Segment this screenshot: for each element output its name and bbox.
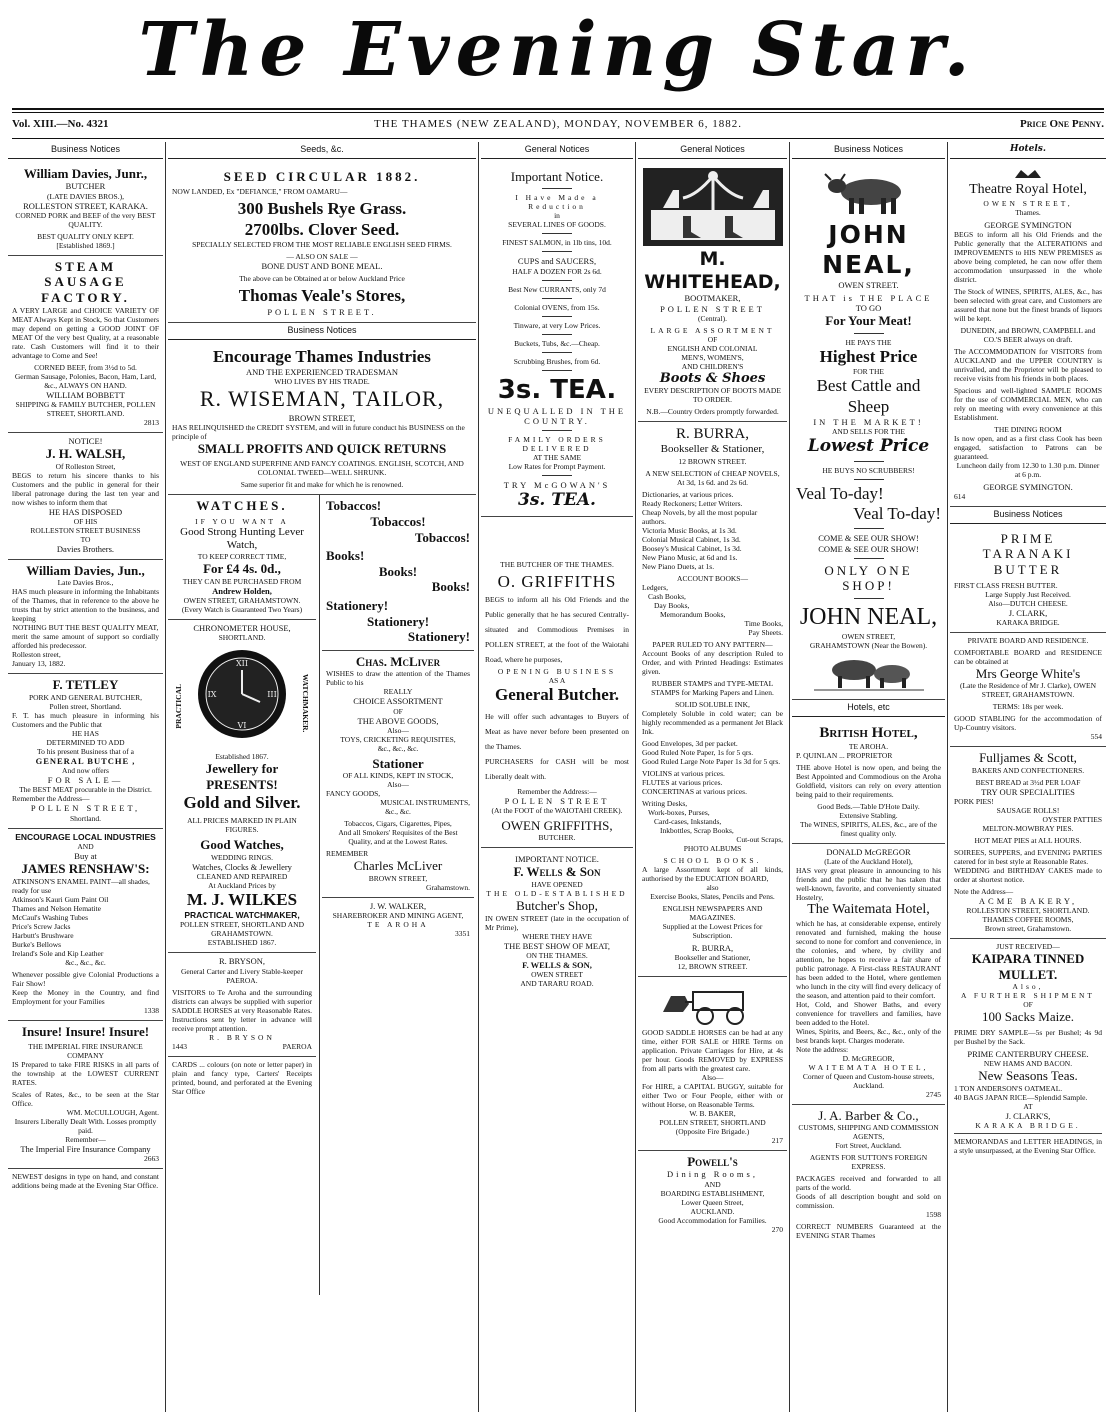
column-6: [950, 142, 1106, 1412]
section-header: Hotels, etc: [792, 700, 945, 717]
section-header: Business Notices: [792, 142, 945, 159]
carriage-icon: [653, 982, 773, 1026]
ad-cards: CARDS ... colours (on note or letter paper) in plain and fancy type, Carters' Receipts printed, bound, and perforated at the Evening Star Office: [172, 1059, 312, 1096]
ad-bryson-livery: R. BRYSON, General Carter and Livery Stable-keeper PAEROA. VISITORS to Te Aroha and the surrounding districts can always be supplied with superior SADDLE HORSES at very Reasonable Rates. Instructions sent by letter in advance will receive prompt attention. R. BRYSON 1443 PAEROA: [168, 953, 316, 1056]
ad-mcliver: Tobaccos! Tobaccos! Tobaccos! Books! Books! Books! Stationery! Stationery! Stationery!: [322, 495, 474, 650]
ad-holden-watches: WATCHES. IF YOU WANT A Good Strong Hunting Lever Watch, TO KEEP CORRECT TIME, For £4 4s. 0d., THEY CAN BE PURCHASED FROM Andrew Holden, OWEN STREET, GRAHAMSTOWN. (Every Watch is Guaranteed Two Years): [168, 495, 316, 620]
section-header: General Notices: [481, 142, 633, 159]
svg-text:III: III: [267, 690, 277, 700]
section-header: Seeds, &c.: [168, 142, 476, 159]
ox-illustration-icon: [819, 168, 919, 218]
column-divider: [635, 142, 636, 1412]
ad-davies-butcher: William Davies, Junr., BUTCHER (LATE DAVIES BROS.), ROLLESTON STREET, KARAKA. CORNED PORK and BEEF of the very BEST QUALITY. BEST QUALITY ONLY KEPT. [Established 1869.]: [8, 163, 163, 256]
column-2: [168, 142, 476, 1412]
ad-theatre-royal-hotel: Theatre Royal Hotel, OWEN STREET, Thames. GEORGE SYMINGTON BEGS to inform all his Old Friends and the Public generally that the ALTERATIONS and IMPROVEMENTS to HIS NEW PREMISES as above being completed, he can now offer them accommodation unsurpassed in the whole district. The Stock of WINES, SPIRITS, ALES, &c., has been selected with great care, and Customers are assured that none but the finest brands of liquors will be kept. DUNEDIN, and BROWN, CAMPBELL and CO.'S BEER always on draft. The ACCOMMODATION for VISITORS from AUCKLAND and the UPPER COUNTRY is unrivalled, and the Proprietor will be pleased to receive visits from his friends in both places. Spacious and well-lighted SAMPLE ROOMS for the use of COMMERCIAL MEN, who can rely on meeting with every convenience at this Establishment. THE DINING ROOM Is now open, and as a first class Cook has been engaged, satisfaction to Patrons can be guaranteed. Luncheon daily from 12.30 to 1.30 p.m. Dinner at 6 p.m. GEORGE SYMINGTON. 614: [950, 163, 1106, 507]
svg-text:XII: XII: [235, 659, 249, 669]
ad-wiseman-tailor: Encourage Thames Industries AND THE EXPERIENCED TRADESMAN WHO LIVES BY HIS TRADE. R. WISEMAN, TAILOR, BROWN STREET, HAS RELINQUISHED the CREDIT SYSTEM, and will in future conduct his BUSINESS on the principle of SMALL PROFITS AND QUICK RETURNS WEST OF ENGLAND SUPERFINE AND FANCY COATINGS. ENGLISH, SCOTCH, AND COLONIAL TWEED—WELL SHRUNK. Same superior fit and make for which he is renowned.: [168, 344, 476, 496]
clock-icon: [194, 644, 290, 744]
ad-powells-dining: Powell's Dining Rooms, AND BOARDING ESTABLISHMENT, Lower Queen Street, AUCKLAND. Good Accommodation for Families. 270: [658, 1153, 783, 1234]
ad-wells-butcher: IMPORTANT NOTICE. F. Wells & Son HAVE OPENED THE OLD-ESTABLISHED Butcher's Shop, IN OWEN STREET (late in the occupation of Mr Prime), WHERE THEY HAVE THE BEST SHOW OF MEAT, ON THE THAMES. F. WELLS & SON, OWEN STREET AND TARARU ROAD.: [485, 854, 629, 989]
column-divider: [319, 495, 320, 1295]
ad-mcgowan-tea: Important Notice. I Have Made a Reduction in SEVERAL LINES OF GOODS. FINEST SALMON, in 1lb tins, 10d. CUPS and SAUCERS, HALF A DOZEN FOR 2s 6d. Best New CURRANTS, only 7d Colonial OVENS, from 15s. Tinware, at very Low Prices. Buckets, Tubs, &c.—Cheap. Scrubbing Brushes, from 6d. 3s. TEA. UNEQUALLED IN THE COUNTRY. FAMILY ORDERS DELIVERED AT THE SAME Low Rates for Prompt Payment. TRY McGOWAN'S 3s. TEA.: [481, 163, 633, 517]
ad-tetley-butcher: F. TETLEY PORK AND GENERAL BUTCHER, Pollen street, Shortland. F. T. has much pleasure in informing his Customers and the Public that HE HAS DETERMINED TO ADD To his present Business that of a GENERAL BUTCHE , And now offers FOR SALE— The BEST MEAT procurable in the District. Remember the Address— POLLEN STREET, Shortland.: [8, 674, 163, 828]
ad-newest-designs: NEWEST designs in type on hand, and constant additions being made at the Evening Star Office.: [12, 1172, 159, 1191]
column-4: [638, 142, 787, 1412]
ad-renshaw: ENCOURAGE LOCAL INDUSTRIES AND Buy at JAMES RENSHAW'S: ATKINSON'S ENAMEL PAINT—all shades, ready for use Atkinson's Kauri Gum Paint Oil Thames and Nelson Hematite McCaul's Washing Tubes Price's Screw Jacks Harbutt's Brushware Burke's Bellows Ireland's Sole and Kip Leather &c., &c., &c. Whenever possible give Colonial Productions a Fair Show! Keep the Money in the Country, and find Employment for your Families 1338: [8, 829, 163, 1021]
section-header: Business Notices: [168, 323, 476, 340]
crest-icon: [1013, 168, 1043, 180]
masthead-title: The Evening Star.: [138, 7, 976, 93]
ad-walker-sharebroker: J. W. WALKER, SHAREBROKER AND MINING AGENT, TE AROHA 3351: [332, 900, 470, 939]
ad-fulljames-scott: Fulljames & Scott, BAKERS AND CONFECTIONERS. BEST BREAD at 3½d PER LOAF TRY OUR SPECIALITIES PORK PIES! SAUSAGE ROLLS! OYSTER PATTIES MELTON-MOWBRAY PIES. HOT MEAT PIES at ALL HOURS. SOIREES, SUPPERS, and EVENING PARTIES catered for in best style at Reasonable Rates. WEDDING and BIRTHDAY CAKES made to order at shortest notice. Note the Address— ACME BAKERY, ROLLESTON STREET, SHORTLAND. THAMES COFFEE ROOMS, Brown street, Grahamstown.: [950, 747, 1106, 939]
sub-columns: [168, 495, 476, 1295]
svg-text:IX: IX: [207, 690, 217, 700]
masthead-rule: [12, 108, 1104, 110]
volume-number: Vol. XIII.—No. 4321: [12, 118, 109, 130]
ad-griffiths-butcher: THE BUTCHER OF THE THAMES. O. GRIFFITHS BEGS to inform all his Old Friends and the Public generally that he has secured Centrally-situated and Commodious Premises in POLLEN STREET, at the foot of the Waiotahi Road, where he purposes, OPENING BUSINESS AS A General Butcher. He will offer such advantages to Buyers of Meat as have never before been presented on the Thames. PURCHASERS for CASH will be most Liberally dealt with. Remember the Address:— POLLEN STREET (At the FOOT of the WAIOTAHI CREEK). OWEN GRIFFITHS, BUTCHER.: [481, 557, 633, 849]
column-divider: [947, 142, 948, 1412]
ad-walsh-notice: NOTICE! J. H. WALSH, Of Rolleston Street, BEGS to return his sincere thanks to his Customers and the public in general for their liberal patronage during the last ten year and now wishes to inform them that HE HAS DISPOSED OF HIS ROLLESTON STREET BUSINESS TO Davies Brothers.: [8, 433, 163, 560]
ad-baker-horses: GOOD SADDLE HORSES can be had at any time, either FOR SALE or HIRE Terms on application. Private Carriages for Hire, at 4s per hour. Goods REMOVED by EXPRESS from all parts with the greatest care. Also— For HIRE, a CAPITAL BUGGY, suitable for either Two or Four People, either with or without Horse, on Reasonable Terms. W. B. BAKER, POLLEN STREET, SHORTLAND (Opposite Fire Brigade.) 217: [638, 977, 787, 1151]
masthead: [0, 0, 1114, 104]
ad-barber-agents: J. A. Barber & Co., CUSTOMS, SHIPPING AND COMMISSION AGENTS, Fort Street, Auckland. AGENTS FOR SUTTON'S FOREIGN EXPRESS. PACKAGES received and forwarded to all parts of the world. Goods of all description bought and sold on commission. 1598 CORRECT NUMBERS Guaranteed at the EVENING STAR Thames: [796, 1107, 941, 1241]
ad-british-hotel: British Hotel, TE AROHA. P. QUINLAN ... PROPRIETOR THE above Hotel is now open, and being the Best Appointed and Commodious on the Aroha Goldfield, visitors can rely on every attention being paid to their requirements. Good Beds.—Table D'Hote Daily. Extensive Stabling. The WINES, SPIRITS, ALES, &c., are of the finest quality only.: [792, 721, 945, 844]
clock-illustration: PRACTICAL XII III VI IX WATCHMAKER.: [172, 644, 312, 752]
ad-whitehead-bootmaker: M. WHITEHEAD, BOOTMAKER, POLLEN STREET (Central). LARGE ASSORTMENT OF ENGLISH AND COLONIAL MEN'S, WOMEN'S, AND CHILDREN'S Boots & Shoes EVERY DESCRIPTION OF BOOTS MADE TO ORDER. N.B.—Country Orders promptly forwarded.: [638, 163, 787, 423]
section-header: General Notices: [638, 142, 787, 159]
ad-private-board: PRIVATE BOARD AND RESIDENCE. COMFORTABLE BOARD and RESIDENCE can be obtained at Mrs George White's (Late the Residence of Mr J. Clarke), OWEN STREET, GRAHAMSTOWN. TERMS: 18s per week. GOOD STABLING for the accommodation of Up-Country visitors. 554: [950, 633, 1106, 748]
dateline: [12, 118, 1104, 134]
section-header: Business Notices: [950, 507, 1106, 524]
sub-column-right: [322, 495, 474, 943]
place-date: THE THAMES (NEW ZEALAND), MONDAY, NOVEMBER 6, 1882.: [373, 118, 743, 130]
boot-shop-illustration-icon: [643, 168, 783, 246]
cattle-illustration-icon: [814, 652, 924, 692]
masthead-rule-thin: [12, 112, 1104, 113]
column-divider: [165, 142, 166, 1412]
ad-clark-mullet: JUST RECEIVED— KAIPARA TINNED MULLET. Also, A FURTHER SHIPMENT OF 100 Sacks Maize. PRIME DRY SAMPLE—5s per Bushel; 4s 9d per Bushel by the Sack. PRIME CANTERBURY CHEESE. NEW HAMS AND BACON. New Seasons Teas. 1 TON ANDERSON'S OATMEAL. 40 BAGS JAPAN RICE—Splendid Sample. AT J. CLARK'S, KARAKA BRIDGE. MEMORANDAS and LETTER HEADINGS, in a style unsurpassed, at the Evening Star Office.: [954, 942, 1102, 1156]
ad-mcliver-goods: Chas. McLiver WISHES to draw the attention of the Thames Public to his REALLY CHOICE ASSORTMENT OF THE ABOVE GOODS, Also— TOYS, CRICKETING REQUISITES, &c., &c., &c. Stationer OF ALL KINDS, KEPT IN STOCK, Also— FANCY GOODS, MUSICAL INSTRUMENTS, &c., &c. Tobaccos, Cigars, Cigarettes, Pipes, And all Smokers' Requisites of the Best Quality, and at the Lowest Rates. REMEMBER Charles McLiver BROWN STREET, Grahamstown.: [322, 651, 474, 898]
column-3: [481, 142, 633, 1412]
ad-taranaki-butter: PRIME TARANAKI BUTTER FIRST CLASS FRESH BUTTER. Large Supply Just Received. Also—DUTCH CHEESE. J. CLARK, KARAKA BRIDGE.: [950, 528, 1106, 633]
column-5: [792, 142, 945, 1412]
column-1: [8, 142, 163, 1412]
svg-text:VI: VI: [237, 721, 247, 731]
ad-john-neal: JOHN NEAL, OWEN STREET. THAT is THE PLACE TO GO For Your Meat! HE PAYS THE Highest Price FOR THE Best Cattle and Sheep IN THE MARKET! AND SELLS FOR THE Lowest Price HE BUYS NO SCRUBBERS! Veal To-day! Veal To-day! COME & SEE OUR SHOW! COME & SEE OUR SHOW! ONLY ONE SHOP! JOHN NEAL, OWEN STREET, GRAHAMSTOWN (Near the Bowen).: [792, 163, 945, 700]
column-divider: [478, 142, 479, 1412]
ad-burra-bookseller: R. BURRA, Bookseller & Stationer, 12 BROWN STREET. A NEW SELECTION of CHEAP NOVELS, At 3d, 1s 6d. and 2s 6d. Dictionaries, at various prices. Ready Reckoners; Letter Writers. Cheap Novels, by all the most popular authors. Victoria Music Books, at 1s 3d. Colonial Musical Cabinet, 1s 3d. Boosey's Musical Cabinet, 1s 3d. New Piano Music, at 6d and 1s. New Piano Duets, at 1s. ACCOUNT BOOKS— Ledgers, Cash Books, Day Books, Memorandum Books, Time Books, Pay Sheets. PAPER RULED TO ANY PATTERN— Account Books of any description Ruled to Order, and with Printed Headings: Estimates given. RUBBER STAMPS and TYPE-METAL STAMPS for Marking Papers and Linen. SOLID SOLUBLE INK, Completely Soluble in cold water; can be highly recommended as a permanent Jet Black Ink. Good Envelopes, 3d per packet. Good Ruled Note Paper, 1s for 5 qrs. Good Ruled Large Note Paper 1s 3d for 5 qrs. VIOLINS at various prices. FLUTES at various prices. CONCERTINAS at various prices. Writing Desks, Work-boxes, Purses, Card-cases, Inkstands, Inkbottles, Scrap Books, Cut-out Scraps, PHOTO ALBUMS SCHOOL BOOKS. A large Assortment kept of all kinds, authorised by the EDUCATION BOARD, also Exercise Books, Slates, Pencils and Pens. ENGLISH NEWSPAPERS AND MAGAZINES. Supplied at the Lowest Prices for Subscription. R. BURRA, Bookseller and Stationer, 12, BROWN STREET.: [638, 422, 787, 976]
ad-imperial-insurance: Insure! Insure! Insure! THE IMPERIAL FIRE INSURANCE COMPANY IS Prepared to take FIRE RISKS in all parts of the township at the LOWEST CURRENT RATES. Scales of Rates, &c., to be seen at the Star Office. WM. McCULLOUGH, Agent. Insurers Liberally Dealt With. Losses promptly paid. Remember— The Imperial Fire Insurance Company 2663: [8, 1021, 163, 1170]
section-header: Hotels.: [950, 142, 1106, 159]
ad-steam-sausage: STEAM SAUSAGE FACTORY. A VERY LARGE and CHOICE VARIETY OF MEAT Always Kept in Stock, So that Customers may depend on getting a GOOD JOINT OF MEAT Of the very best Quality, at a reasonable rate. Cash Customers will find it to their advantage to Come and See! CORNED BEEF, from 3½d to 5d. German Sausage, Polonies, Bacon, Ham, Lard, &c., ALWAYS ON HAND. WILLIAM BOBBETT SHIPPING & FAMILY BUTCHER, POLLEN STREET, SHORTLAND. 2813: [8, 256, 163, 433]
column-divider: [789, 142, 790, 1412]
ad-seed-circular: SEED CIRCULAR 1882. NOW LANDED, Ex "DEFIANCE," FROM OAMARU— 300 Bushels Rye Grass. 2700lbs. Clover Seed. SPECIALLY SELECTED FROM THE MOST RELIABLE ENGLISH SEED FIRMS. — ALSO ON SALE — BONE DUST AND BONE MEAL. The above can be Obtained at or below Auckland Price Thomas Veale's Stores, POLLEN STREET.: [168, 163, 476, 323]
dateline-rule: [12, 138, 1104, 139]
ad-davies-jun: William Davies, Jun., Late Davies Bros., HAS much pleasure in informing the Inhabitants of the Thames, that in reference to the above he trusts that by strict attention to the business, and keeping NOTHING BUT THE BEST QUALITY MEAT, merit the same amount of support so cordially afforded his predecessor. Rolleston street, January 13, 1882.: [8, 560, 163, 675]
ad-wilkes-watchmaker: CHRONOMETER HOUSE, SHORTLAND. PRACTICAL XII III VI IX WATCHMAKER. Established 1867. Jewellery for PRESENTS! Gold and Silver. ALL PRICES MARKED IN PLAIN FIGURES. Good Watches, WEDDING RINGS. Watches, Clocks & Jewellery CLEANED AND REPAIRED At Auckland Prices by M. J. WILKES PRACTICAL WATCHMAKER, POLLEN STREET, SHORTLAND AND GRAHAMSTOWN. ESTABLISHED 1867.: [168, 620, 316, 953]
section-header: Business Notices: [8, 142, 163, 159]
sub-column-left: [168, 495, 316, 1100]
ad-waitemata-hotel: DONALD McGREGOR (Late of the Auckland Hotel), HAS very great pleasure in announcing to his friends and the public that he has taken that well-known, favorite, and conveniently situated Hostelry, The Waitemata Hotel, which he has, at considerable expense, entirely renovated and furnished, making the house second to none for comfort and convenience, in the colonies, and where, by civility and attention, he hopes to receive a fair share of public patronage. A First-class RESTAURANT has been added to the Hotel, where gentlemen who lunch in the city will find every delicacy of the season, and attention paid to their comfort. Hot, Cold, and Shower Baths, and every convenience for travellers and families, have been added to the Hotel. Wines, Spirits, and Beers, &c., &c., only of the best brands kept. Charges moderate. Note the address: D. McGREGOR, WAITEMATA HOTEL, Corner of Queen and Custom-house streets, Auckland. 2745: [792, 844, 945, 1105]
price: Price One Penny.: [1019, 118, 1104, 130]
